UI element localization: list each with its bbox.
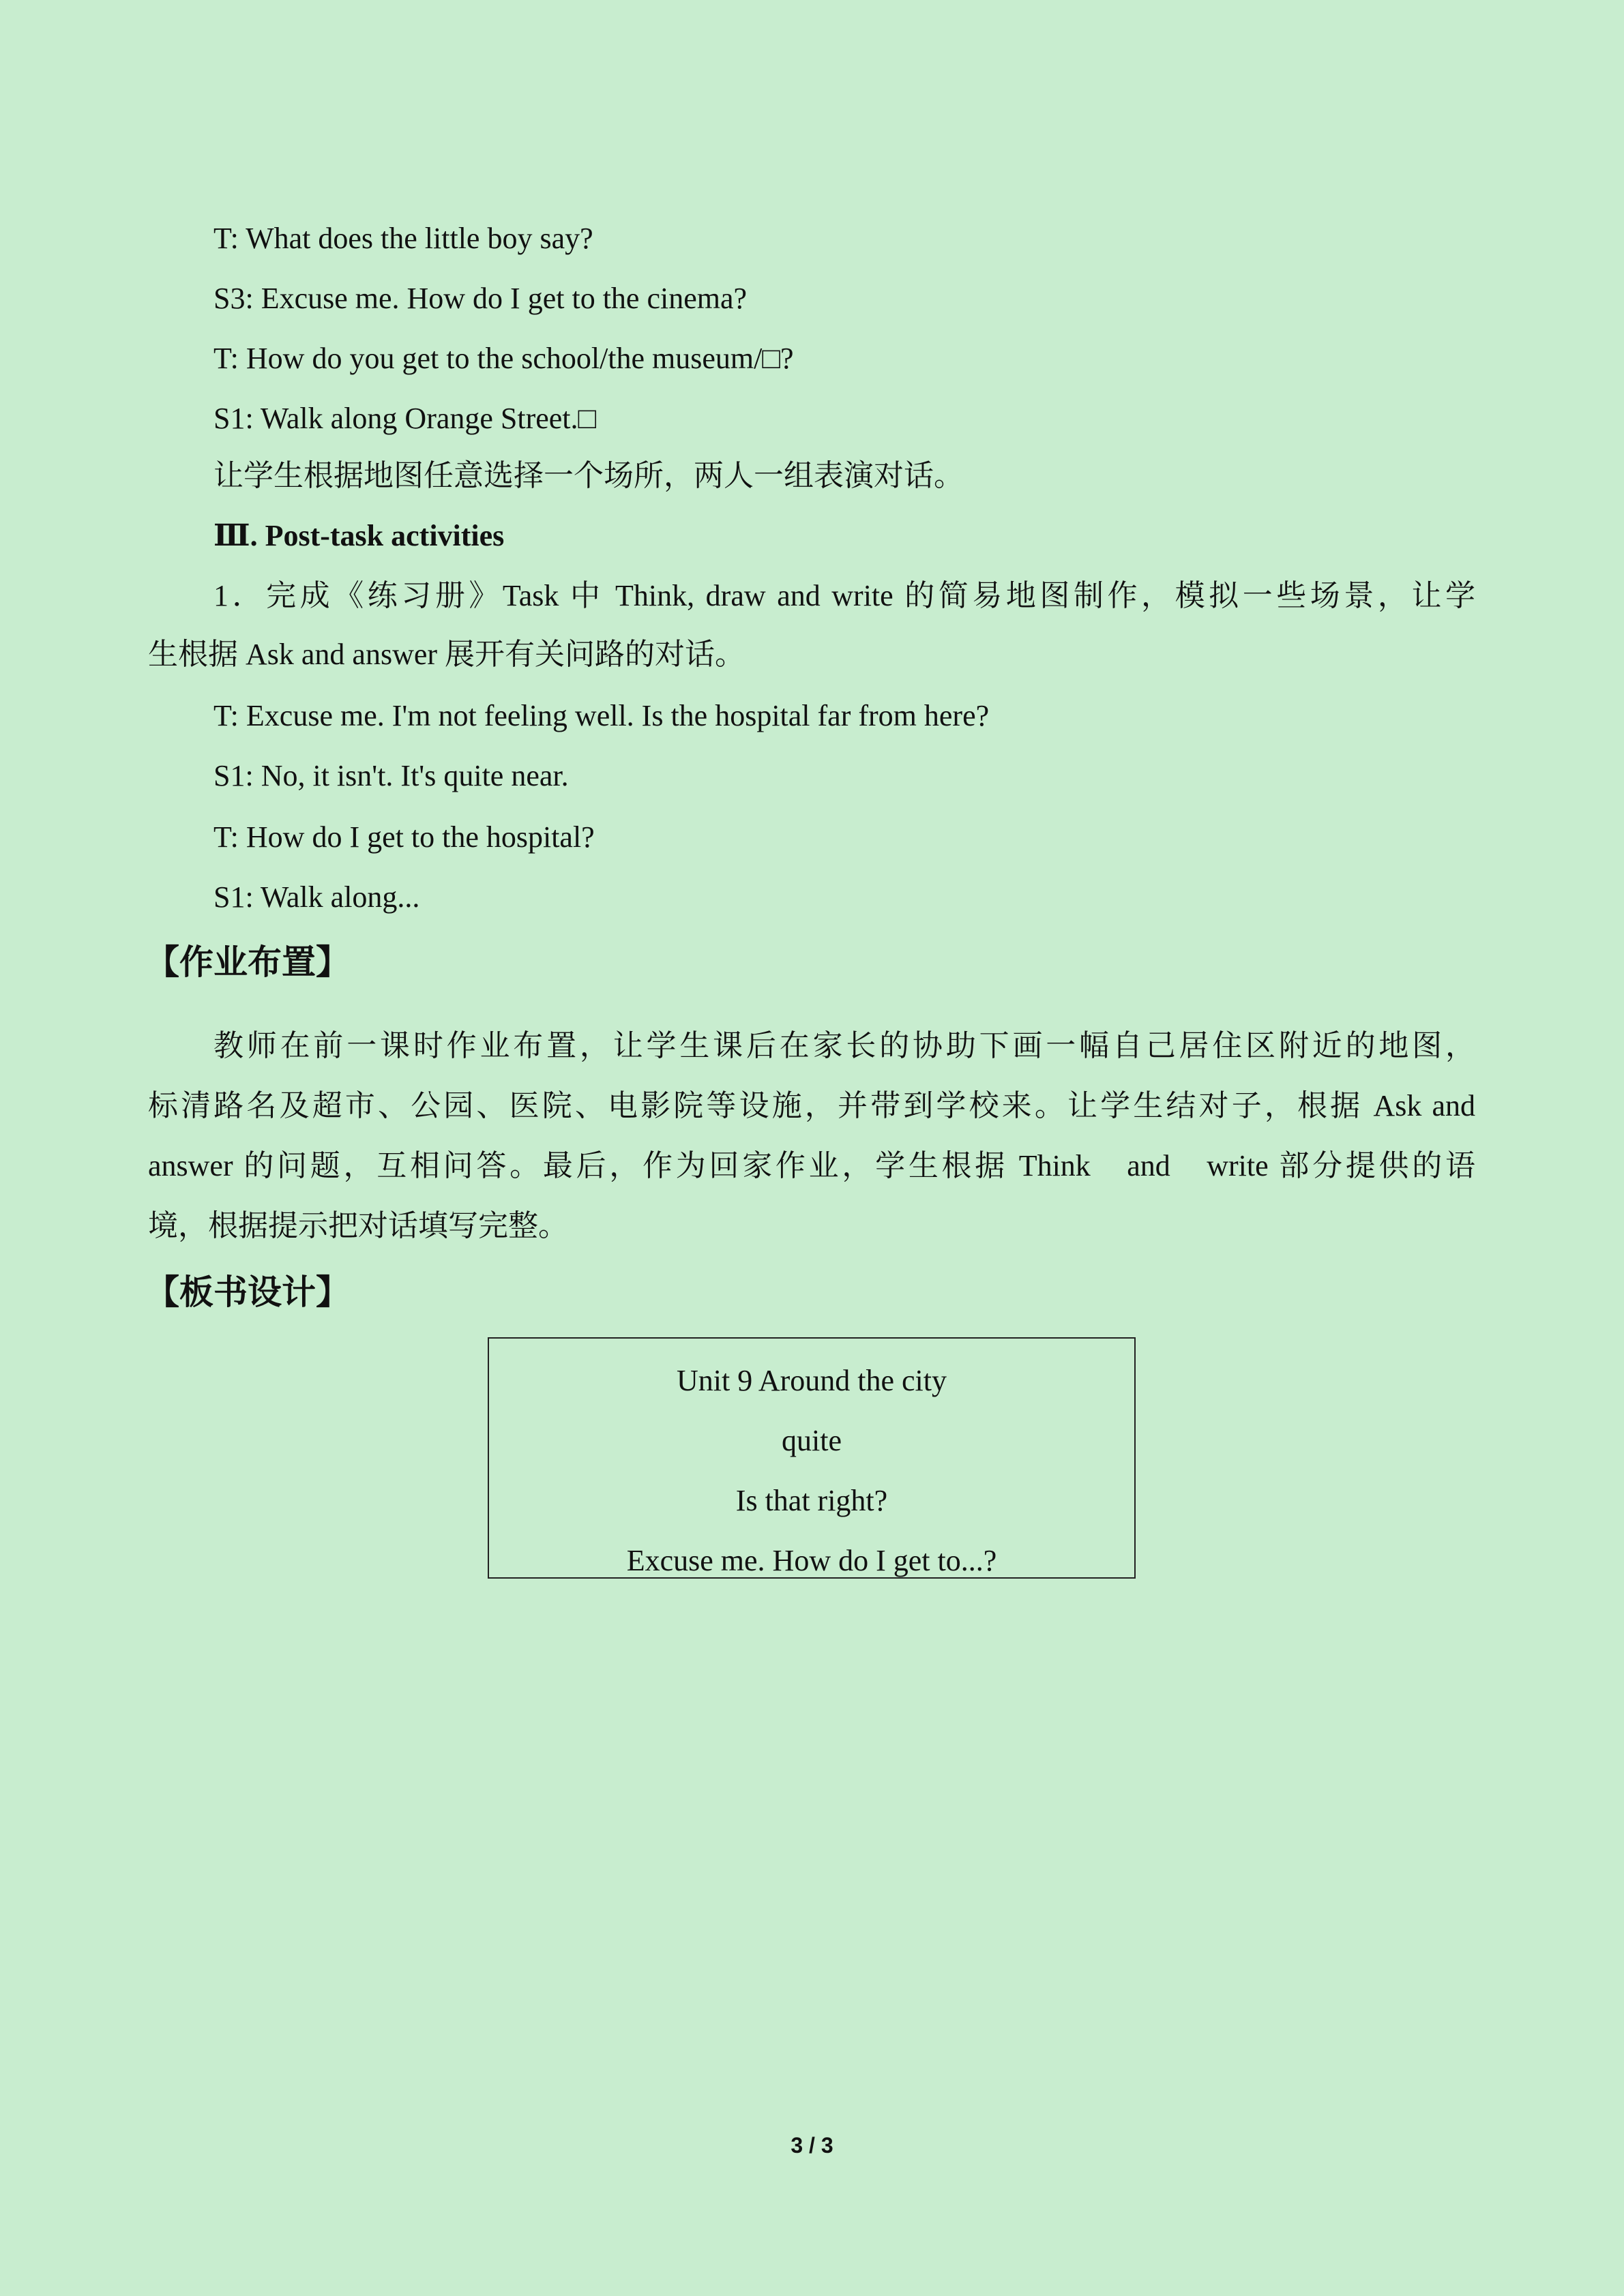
pair-work-instruction: 让学生根据地图任意选择一个场所，两人一组表演对话。 [213,459,964,492]
homework-paragraph-line: answer 的问题，互相问答。最后，作为回家作业，学生根据 Think and write 部分提供的语 [148,1149,1475,1182]
dialogue-line: T: How do you get to the school/the museum/□? [213,342,794,375]
board-line: Unit 9 Around the city [677,1364,947,1397]
homework-heading: 【作业布置】 [145,942,350,982]
post-task-item-line-2: 生根据 Ask and answer 展开有关问路的对话。 [148,638,745,671]
dialogue-line: S1: Walk along Orange Street.□ [213,402,597,435]
dialogue-line: T: How do I get to the hospital? [213,820,595,854]
dialogue-line: S1: No, it isn't. It's quite near. [213,759,569,792]
page-number: 3 / 3 [791,2133,833,2158]
dialogue-line: S3: Excuse me. How do I get to the cinema? [213,282,748,315]
homework-paragraph-line: 教师在前一课时作业布置，让学生课后在家长的协助下画一幅自己居住区附近的地图， [213,1029,1475,1062]
post-task-item-line-1: 1．完成《练习册》Task 中 Think, draw and write 的简易地图制作，模拟一些场景，让学 [213,579,1475,612]
board-design-box [488,1337,1136,1579]
post-task-title: Ⅲ. Post-task activities [213,519,505,552]
board-design-heading: 【板书设计】 [145,1272,350,1312]
board-line: quite [782,1424,842,1457]
dialogue-line: T: What does the little boy say? [213,222,593,255]
homework-paragraph-line: 标清路名及超市、公园、医院、电影院等设施，并带到学校来。让学生结对子，根据 Ask and [148,1089,1475,1122]
board-line: Excuse me. How do I get to...? [626,1544,997,1577]
dialogue-line: S1: Walk along... [213,880,420,914]
homework-paragraph-line: 境，根据提示把对话填写完整。 [148,1209,568,1242]
board-line: Is that right? [735,1484,888,1517]
dialogue-line: T: Excuse me. I'm not feeling well. Is the hospital far from here? [213,699,990,732]
